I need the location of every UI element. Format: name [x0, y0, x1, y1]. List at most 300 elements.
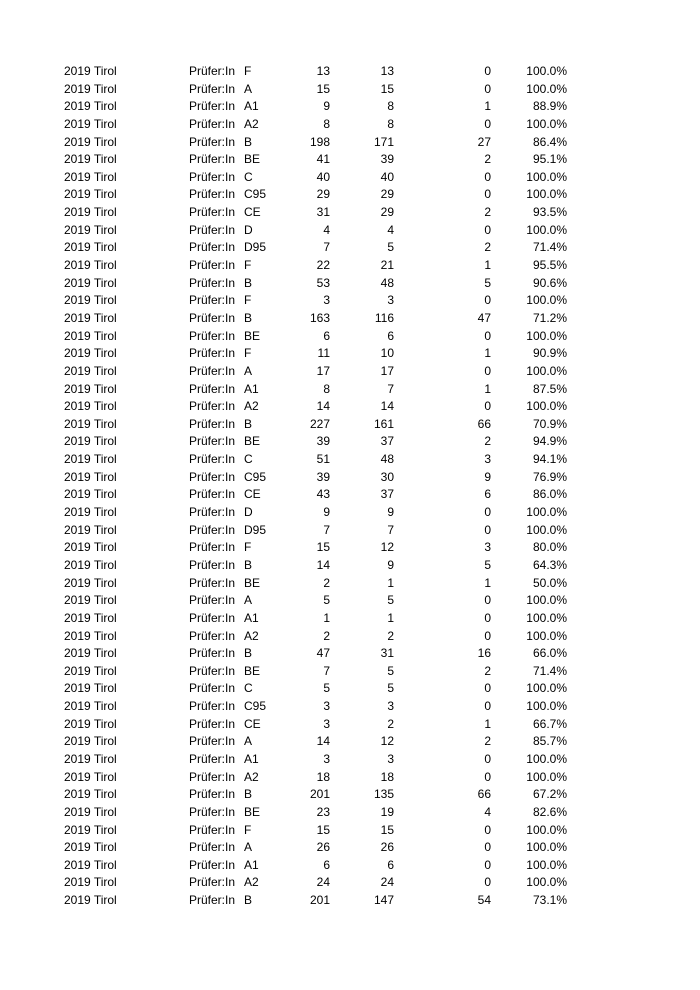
failed-cell: 3	[484, 540, 491, 555]
pass-rate-cell: 85.7%	[532, 734, 567, 749]
region-cell: 2019 Tirol	[64, 804, 117, 819]
total-cell: 18	[316, 769, 330, 784]
region-cell: 2019 Tirol	[64, 222, 117, 237]
table-row	[0, 81, 700, 99]
role-cell: Prüfer:In	[189, 310, 236, 325]
pass-rate-cell: 100.0%	[526, 64, 567, 78]
region-cell: 2019 Tirol	[64, 64, 117, 78]
failed-cell: 66	[477, 416, 491, 431]
table-row	[0, 116, 700, 134]
role-cell: Prüfer:In	[189, 240, 236, 255]
total-cell: 9	[323, 99, 330, 114]
total-cell: 24	[316, 875, 330, 890]
table-row	[0, 857, 700, 875]
total-cell: 22	[316, 258, 330, 273]
passed-cell: 8	[387, 99, 394, 114]
failed-cell: 1	[484, 258, 491, 273]
role-cell: Prüfer:In	[189, 258, 236, 273]
pass-rate-cell: 100.0%	[526, 610, 567, 625]
total-cell: 201	[309, 893, 330, 908]
region-cell: 2019 Tirol	[64, 187, 117, 202]
failed-cell: 54	[477, 893, 491, 908]
failed-cell: 0	[484, 699, 491, 714]
failed-cell: 0	[484, 875, 491, 890]
passed-cell: 147	[373, 893, 394, 908]
total-cell: 15	[316, 81, 330, 96]
license-class-cell: C95	[244, 699, 267, 714]
passed-cell: 9	[387, 557, 394, 572]
total-cell: 3	[323, 293, 330, 308]
table-row	[0, 874, 700, 892]
failed-cell: 0	[484, 222, 491, 237]
total-cell: 3	[323, 716, 330, 731]
role-cell: Prüfer:In	[189, 557, 236, 572]
table-row	[0, 769, 700, 787]
role-cell: Prüfer:In	[189, 187, 236, 202]
passed-cell: 8	[387, 116, 394, 131]
pass-rate-cell: 100.0%	[526, 522, 567, 537]
table-row	[0, 822, 700, 840]
role-cell: Prüfer:In	[189, 363, 236, 378]
license-class-cell: A1	[244, 857, 259, 872]
total-cell: 26	[316, 840, 330, 855]
pass-rate-cell: 100.0%	[526, 81, 567, 96]
table-row	[0, 839, 700, 857]
passed-cell: 6	[387, 328, 394, 343]
table-row	[0, 733, 700, 751]
failed-cell: 5	[484, 557, 491, 572]
table-row	[0, 522, 700, 540]
passed-cell: 30	[380, 469, 394, 484]
failed-cell: 4	[484, 804, 491, 819]
table-row	[0, 239, 700, 257]
table-row	[0, 645, 700, 663]
total-cell: 39	[316, 434, 330, 449]
table-row	[0, 222, 700, 240]
pass-rate-cell: 100.0%	[526, 328, 567, 343]
region-cell: 2019 Tirol	[64, 205, 117, 220]
total-cell: 163	[309, 310, 330, 325]
failed-cell: 2	[484, 734, 491, 749]
license-class-cell: A2	[244, 875, 259, 890]
pass-rate-cell: 100.0%	[526, 840, 567, 855]
failed-cell: 0	[484, 81, 491, 96]
license-class-cell: F	[244, 346, 252, 361]
passed-cell: 5	[387, 681, 394, 696]
passed-cell: 13	[380, 64, 394, 78]
total-cell: 1	[323, 610, 330, 625]
pass-rate-cell: 100.0%	[526, 699, 567, 714]
role-cell: Prüfer:In	[189, 893, 236, 908]
table-row	[0, 328, 700, 346]
total-cell: 15	[316, 540, 330, 555]
passed-cell: 7	[387, 381, 394, 396]
license-class-cell: B	[244, 416, 253, 431]
license-class-cell: C	[244, 169, 253, 184]
failed-cell: 0	[484, 857, 491, 872]
failed-cell: 0	[484, 681, 491, 696]
table-row	[0, 433, 700, 451]
license-class-cell: C	[244, 452, 253, 467]
role-cell: Prüfer:In	[189, 64, 236, 78]
table-row	[0, 186, 700, 204]
role-cell: Prüfer:In	[189, 663, 236, 678]
passed-cell: 6	[387, 857, 394, 872]
license-class-cell: B	[244, 893, 253, 908]
role-cell: Prüfer:In	[189, 522, 236, 537]
license-class-cell: B	[244, 557, 253, 572]
region-cell: 2019 Tirol	[64, 769, 117, 784]
total-cell: 9	[323, 505, 330, 520]
passed-cell: 10	[380, 346, 394, 361]
region-cell: 2019 Tirol	[64, 628, 117, 643]
pass-rate-cell: 94.9%	[532, 434, 567, 449]
passed-cell: 3	[387, 293, 394, 308]
license-class-cell: A1	[244, 99, 259, 114]
table-row	[0, 716, 700, 734]
license-class-cell: A2	[244, 628, 259, 643]
total-cell: 53	[316, 275, 330, 290]
failed-cell: 0	[484, 187, 491, 202]
failed-cell: 16	[477, 646, 491, 661]
license-class-cell: F	[244, 293, 252, 308]
failed-cell: 0	[484, 840, 491, 855]
passed-cell: 7	[387, 522, 394, 537]
pass-rate-cell: 100.0%	[526, 751, 567, 766]
passed-cell: 31	[380, 646, 394, 661]
failed-cell: 0	[484, 610, 491, 625]
total-cell: 14	[316, 734, 330, 749]
role-cell: Prüfer:In	[189, 575, 236, 590]
total-cell: 6	[323, 328, 330, 343]
license-class-cell: A1	[244, 381, 259, 396]
license-class-cell: B	[244, 134, 253, 149]
license-class-cell: A	[244, 363, 253, 378]
table-row	[0, 204, 700, 222]
passed-cell: 12	[380, 540, 394, 555]
region-cell: 2019 Tirol	[64, 646, 117, 661]
table-row	[0, 504, 700, 522]
region-cell: 2019 Tirol	[64, 81, 117, 96]
passed-cell: 1	[387, 610, 394, 625]
pass-rate-cell: 100.0%	[526, 769, 567, 784]
total-cell: 2	[323, 628, 330, 643]
role-cell: Prüfer:In	[189, 787, 236, 802]
failed-cell: 0	[484, 328, 491, 343]
license-class-cell: A1	[244, 751, 259, 766]
license-class-cell: D	[244, 222, 253, 237]
passed-cell: 15	[380, 822, 394, 837]
role-cell: Prüfer:In	[189, 134, 236, 149]
passed-cell: 37	[380, 487, 394, 502]
total-cell: 47	[316, 646, 330, 661]
region-cell: 2019 Tirol	[64, 593, 117, 608]
license-class-cell: BE	[244, 328, 261, 343]
license-class-cell: B	[244, 310, 253, 325]
license-class-cell: BE	[244, 575, 261, 590]
pass-rate-cell: 66.7%	[532, 716, 567, 731]
passed-cell: 3	[387, 699, 394, 714]
license-class-cell: BE	[244, 434, 261, 449]
total-cell: 29	[316, 187, 330, 202]
passed-cell: 19	[380, 804, 394, 819]
pass-rate-cell: 87.5%	[532, 381, 567, 396]
role-cell: Prüfer:In	[189, 434, 236, 449]
pass-rate-cell: 100.0%	[526, 169, 567, 184]
pass-rate-cell: 76.9%	[532, 469, 567, 484]
role-cell: Prüfer:In	[189, 293, 236, 308]
total-cell: 40	[316, 169, 330, 184]
license-class-cell: A2	[244, 116, 259, 131]
total-cell: 5	[323, 593, 330, 608]
role-cell: Prüfer:In	[189, 822, 236, 837]
passed-cell: 37	[380, 434, 394, 449]
table-row	[0, 345, 700, 363]
role-cell: Prüfer:In	[189, 469, 236, 484]
pass-rate-cell: 82.6%	[532, 804, 567, 819]
passed-cell: 9	[387, 505, 394, 520]
table-row	[0, 398, 700, 416]
region-cell: 2019 Tirol	[64, 734, 117, 749]
region-cell: 2019 Tirol	[64, 893, 117, 908]
region-cell: 2019 Tirol	[64, 346, 117, 361]
failed-cell: 0	[484, 769, 491, 784]
passed-cell: 161	[373, 416, 394, 431]
table-row	[0, 698, 700, 716]
failed-cell: 0	[484, 505, 491, 520]
failed-cell: 0	[484, 593, 491, 608]
pass-rate-cell: 71.4%	[532, 663, 567, 678]
passed-cell: 40	[380, 169, 394, 184]
total-cell: 31	[316, 205, 330, 220]
role-cell: Prüfer:In	[189, 416, 236, 431]
table-row	[0, 63, 700, 81]
passed-cell: 26	[380, 840, 394, 855]
total-cell: 17	[316, 363, 330, 378]
passed-cell: 18	[380, 769, 394, 784]
license-class-cell: F	[244, 64, 252, 78]
total-cell: 6	[323, 857, 330, 872]
license-class-cell: BE	[244, 152, 261, 167]
region-cell: 2019 Tirol	[64, 857, 117, 872]
failed-cell: 0	[484, 822, 491, 837]
passed-cell: 5	[387, 593, 394, 608]
pass-rate-cell: 50.0%	[532, 575, 567, 590]
region-cell: 2019 Tirol	[64, 875, 117, 890]
region-cell: 2019 Tirol	[64, 452, 117, 467]
region-cell: 2019 Tirol	[64, 275, 117, 290]
table-row	[0, 786, 700, 804]
failed-cell: 6	[484, 487, 491, 502]
region-cell: 2019 Tirol	[64, 540, 117, 555]
pass-rate-cell: 70.9%	[532, 416, 567, 431]
license-class-cell: CE	[244, 716, 261, 731]
region-cell: 2019 Tirol	[64, 152, 117, 167]
passed-cell: 24	[380, 875, 394, 890]
total-cell: 3	[323, 751, 330, 766]
failed-cell: 0	[484, 169, 491, 184]
passed-cell: 4	[387, 222, 394, 237]
pass-rate-cell: 100.0%	[526, 293, 567, 308]
passed-cell: 2	[387, 628, 394, 643]
total-cell: 201	[309, 787, 330, 802]
license-class-cell: B	[244, 275, 253, 290]
data-table	[0, 63, 700, 910]
passed-cell: 5	[387, 663, 394, 678]
failed-cell: 9	[484, 469, 491, 484]
region-cell: 2019 Tirol	[64, 487, 117, 502]
role-cell: Prüfer:In	[189, 116, 236, 131]
license-class-cell: CE	[244, 205, 261, 220]
region-cell: 2019 Tirol	[64, 99, 117, 114]
role-cell: Prüfer:In	[189, 681, 236, 696]
license-class-cell: A	[244, 734, 253, 749]
role-cell: Prüfer:In	[189, 381, 236, 396]
failed-cell: 0	[484, 116, 491, 131]
table-row	[0, 381, 700, 399]
failed-cell: 66	[477, 787, 491, 802]
table-row	[0, 275, 700, 293]
failed-cell: 2	[484, 663, 491, 678]
table-row	[0, 539, 700, 557]
license-class-cell: A2	[244, 769, 259, 784]
table-row	[0, 257, 700, 275]
license-class-cell: D95	[244, 240, 267, 255]
license-class-cell: F	[244, 822, 252, 837]
role-cell: Prüfer:In	[189, 734, 236, 749]
region-cell: 2019 Tirol	[64, 169, 117, 184]
total-cell: 7	[323, 522, 330, 537]
total-cell: 7	[323, 663, 330, 678]
failed-cell: 0	[484, 522, 491, 537]
total-cell: 8	[323, 116, 330, 131]
region-cell: 2019 Tirol	[64, 381, 117, 396]
failed-cell: 0	[484, 751, 491, 766]
table-row	[0, 469, 700, 487]
role-cell: Prüfer:In	[189, 452, 236, 467]
table-row	[0, 663, 700, 681]
total-cell: 39	[316, 469, 330, 484]
passed-cell: 48	[380, 452, 394, 467]
table-row	[0, 363, 700, 381]
total-cell: 2	[323, 575, 330, 590]
role-cell: Prüfer:In	[189, 205, 236, 220]
failed-cell: 0	[484, 399, 491, 414]
region-cell: 2019 Tirol	[64, 416, 117, 431]
license-class-cell: C95	[244, 187, 267, 202]
failed-cell: 0	[484, 64, 491, 78]
region-cell: 2019 Tirol	[64, 505, 117, 520]
region-cell: 2019 Tirol	[64, 310, 117, 325]
pass-rate-cell: 100.0%	[526, 628, 567, 643]
region-cell: 2019 Tirol	[64, 575, 117, 590]
role-cell: Prüfer:In	[189, 875, 236, 890]
region-cell: 2019 Tirol	[64, 663, 117, 678]
table-row	[0, 680, 700, 698]
failed-cell: 1	[484, 716, 491, 731]
total-cell: 41	[316, 152, 330, 167]
pass-rate-cell: 88.9%	[532, 99, 567, 114]
license-class-cell: BE	[244, 804, 261, 819]
passed-cell: 3	[387, 751, 394, 766]
role-cell: Prüfer:In	[189, 610, 236, 625]
table-row	[0, 292, 700, 310]
license-class-cell: C95	[244, 469, 267, 484]
pass-rate-cell: 100.0%	[526, 363, 567, 378]
region-cell: 2019 Tirol	[64, 363, 117, 378]
total-cell: 14	[316, 557, 330, 572]
pass-rate-cell: 67.2%	[532, 787, 567, 802]
table-row	[0, 486, 700, 504]
license-class-cell: B	[244, 646, 253, 661]
license-class-cell: A2	[244, 399, 259, 414]
failed-cell: 2	[484, 205, 491, 220]
total-cell: 227	[309, 416, 330, 431]
region-cell: 2019 Tirol	[64, 293, 117, 308]
role-cell: Prüfer:In	[189, 628, 236, 643]
failed-cell: 1	[484, 346, 491, 361]
role-cell: Prüfer:In	[189, 99, 236, 114]
role-cell: Prüfer:In	[189, 716, 236, 731]
region-cell: 2019 Tirol	[64, 787, 117, 802]
total-cell: 3	[323, 699, 330, 714]
passed-cell: 15	[380, 81, 394, 96]
passed-cell: 135	[373, 787, 394, 802]
pass-rate-cell: 95.5%	[532, 258, 567, 273]
table-row	[0, 151, 700, 169]
role-cell: Prüfer:In	[189, 804, 236, 819]
total-cell: 23	[316, 804, 330, 819]
pass-rate-cell: 93.5%	[532, 205, 567, 220]
license-class-cell: D95	[244, 522, 267, 537]
region-cell: 2019 Tirol	[64, 258, 117, 273]
total-cell: 15	[316, 822, 330, 837]
role-cell: Prüfer:In	[189, 840, 236, 855]
total-cell: 13	[316, 64, 330, 78]
failed-cell: 0	[484, 628, 491, 643]
failed-cell: 0	[484, 293, 491, 308]
table-row	[0, 628, 700, 646]
role-cell: Prüfer:In	[189, 169, 236, 184]
license-class-cell: D	[244, 505, 253, 520]
region-cell: 2019 Tirol	[64, 328, 117, 343]
pass-rate-cell: 100.0%	[526, 875, 567, 890]
region-cell: 2019 Tirol	[64, 522, 117, 537]
passed-cell: 17	[380, 363, 394, 378]
license-class-cell: F	[244, 258, 252, 273]
failed-cell: 0	[484, 363, 491, 378]
total-cell: 8	[323, 381, 330, 396]
pass-rate-cell: 90.9%	[532, 346, 567, 361]
failed-cell: 1	[484, 99, 491, 114]
role-cell: Prüfer:In	[189, 505, 236, 520]
passed-cell: 2	[387, 716, 394, 731]
pass-rate-cell: 100.0%	[526, 681, 567, 696]
role-cell: Prüfer:In	[189, 487, 236, 502]
total-cell: 198	[309, 134, 330, 149]
role-cell: Prüfer:In	[189, 699, 236, 714]
total-cell: 51	[316, 452, 330, 467]
pass-rate-cell: 73.1%	[532, 893, 567, 908]
region-cell: 2019 Tirol	[64, 751, 117, 766]
license-class-cell: CE	[244, 487, 261, 502]
passed-cell: 1	[387, 575, 394, 590]
passed-cell: 39	[380, 152, 394, 167]
passed-cell: 48	[380, 275, 394, 290]
table-row	[0, 804, 700, 822]
failed-cell: 27	[477, 134, 491, 149]
role-cell: Prüfer:In	[189, 857, 236, 872]
